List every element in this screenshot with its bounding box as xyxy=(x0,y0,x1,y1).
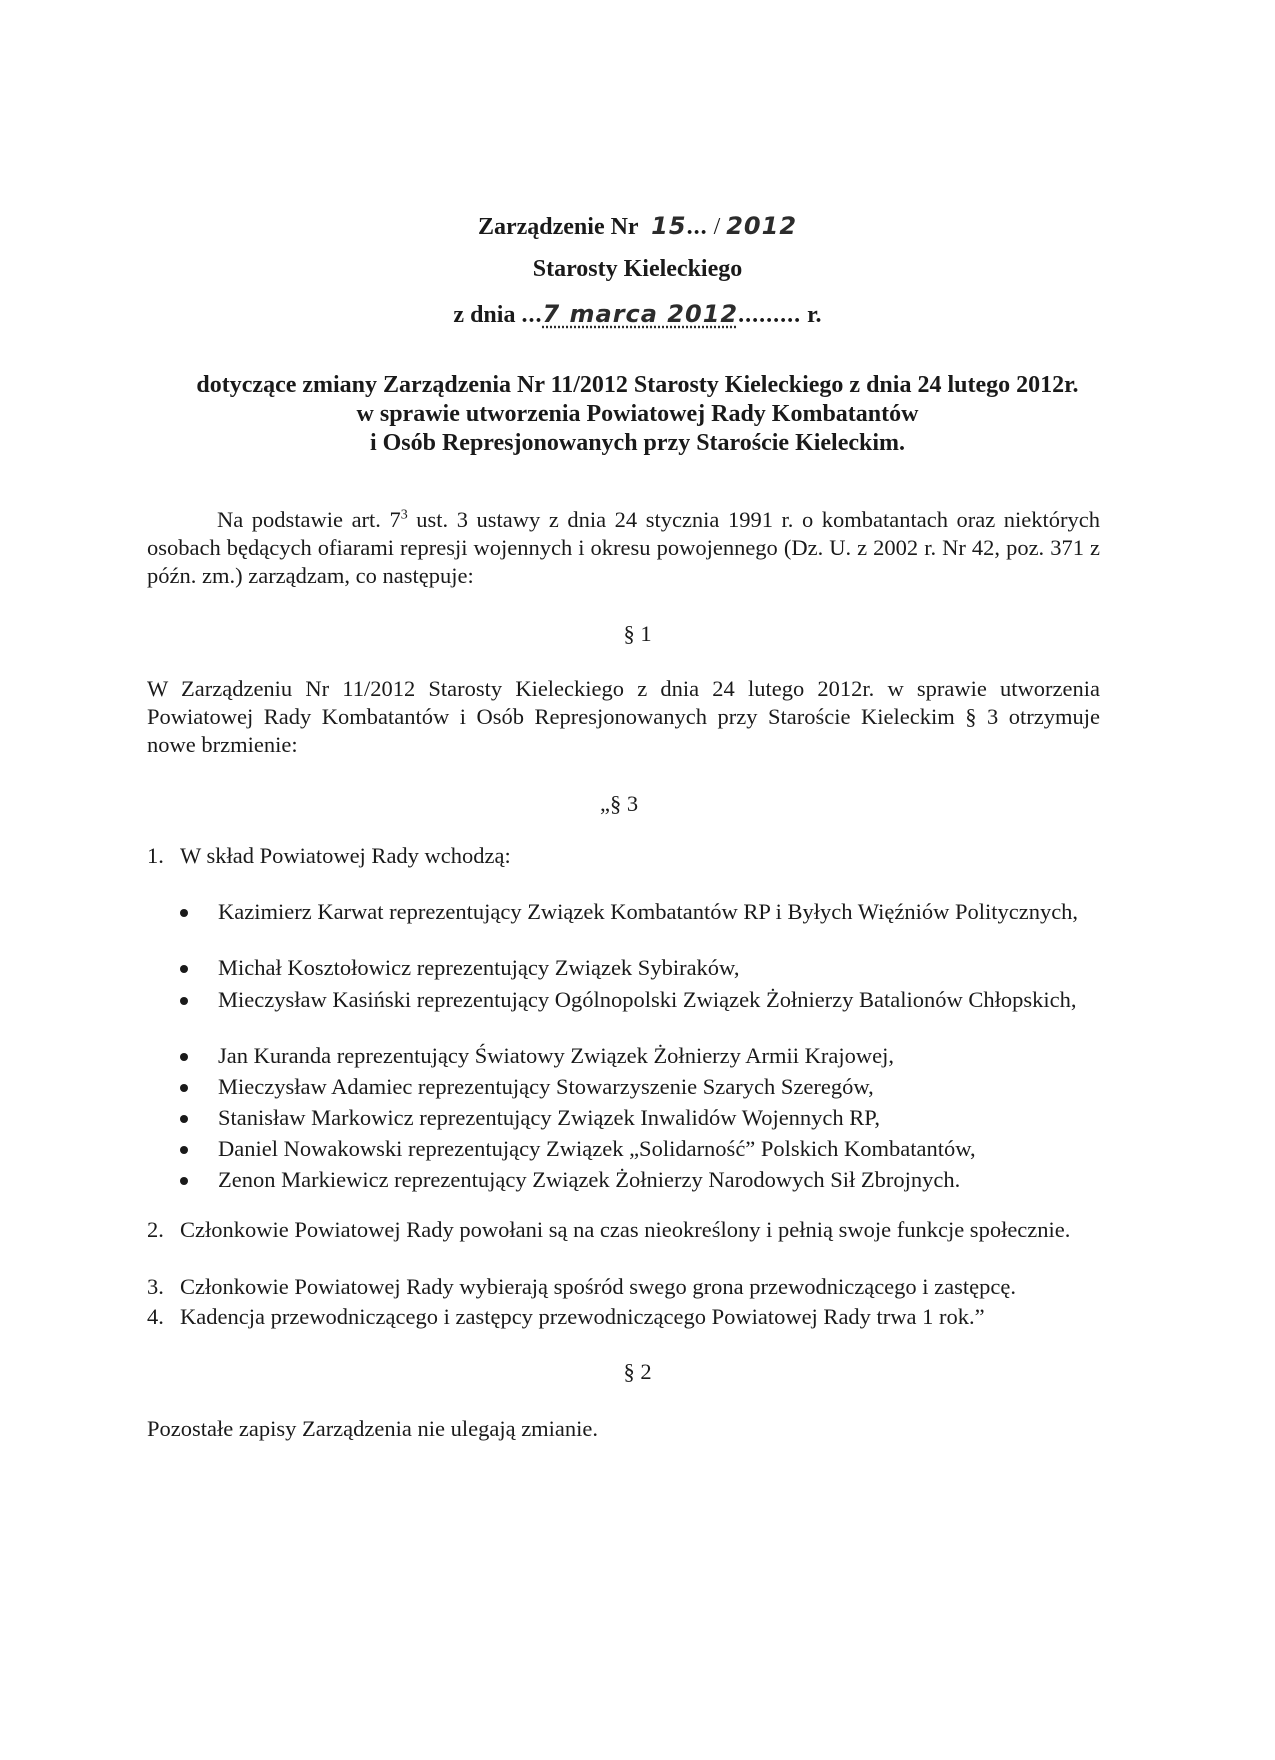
handwritten-year: 2012 xyxy=(726,212,798,240)
section-1-heading: § 1 xyxy=(623,621,652,646)
subject-line-2: w sprawie utworzenia Powiatowej Rady Kombatantów xyxy=(356,401,919,427)
quoted-section-3-heading: „§ 3 xyxy=(600,791,639,816)
point-2-number: 2. xyxy=(147,1217,164,1242)
legal-basis-part1: Na podstawie art. 7 xyxy=(217,507,401,532)
date-suffix: r. xyxy=(807,302,822,328)
point-3-text: Członkowie Powiatowej Rady wybierają spośród swego grona przewodniczącego i zastępcę. xyxy=(180,1274,1016,1299)
bullet-icon xyxy=(180,1146,188,1154)
list-item: Stanisław Markowicz reprezentujący Związek Inwalidów Wojennych RP, xyxy=(180,1104,1100,1132)
date-prefix: z dnia xyxy=(453,302,516,328)
bullet-icon xyxy=(180,1053,188,1061)
point-4-number: 4. xyxy=(147,1304,164,1329)
date-line: z dnia ...7 marca 2012......... r. xyxy=(453,300,822,328)
document-title: Zarządzenie Nr 15... / 2012 xyxy=(477,212,798,240)
bullet-icon xyxy=(180,997,188,1005)
bullet-icon xyxy=(180,1177,188,1185)
handwritten-number: 15 xyxy=(651,212,687,240)
handwritten-date: 7 marca 2012 xyxy=(542,300,739,328)
point-3-number: 3. xyxy=(147,1274,164,1299)
list-item: Kazimierz Karwat reprezentujący Związek Kombatantów RP i Byłych Więźniów Politycznych, xyxy=(180,898,1100,954)
point-1-number: 1. xyxy=(147,843,164,868)
list-item: Michał Kosztołowicz reprezentujący Związek Sybiraków, xyxy=(180,954,1100,982)
section-2-heading: § 2 xyxy=(623,1359,652,1384)
legal-basis-superscript: 3 xyxy=(400,507,408,523)
title-separator: / xyxy=(713,214,721,240)
list-item: Zenon Markiewicz reprezentujący Związek Żołnierzy Narodowych Sił Zbrojnych. xyxy=(180,1166,1100,1194)
subject-line-1: dotyczące zmiany Zarządzenia Nr 11/2012 Starosty Kieleckiego z dnia 24 lutego 2012r. xyxy=(196,372,1079,398)
title-prefix: Zarządzenie Nr xyxy=(477,214,639,240)
list-item: Daniel Nowakowski reprezentujący Związek „Solidarność” Polskich Kombatantów, xyxy=(180,1135,1100,1163)
list-item: Mieczysław Adamiec reprezentujący Stowarzyszenie Szarych Szeregów, xyxy=(180,1073,1100,1101)
bullet-icon xyxy=(180,965,188,973)
section-2-paragraph: Pozostałe zapisy Zarządzenia nie ulegają zmianie. xyxy=(147,1416,599,1441)
bullet-icon xyxy=(180,1084,188,1092)
issuer-line: Starosty Kieleckiego xyxy=(532,256,743,282)
section-1-paragraph: W Zarządzeniu Nr 11/2012 Starosty Kieleckiego z dnia 24 lutego 2012r. w sprawie utworzenia Powiatowej Rady Kombatantów i Osób Represjonowanych przy Staroście Kieleckim § 3 otrzymuje nowe brzmienie: xyxy=(147,676,1100,757)
bullet-icon xyxy=(180,1115,188,1123)
legal-basis-part2: ust. 3 ustawy z dnia 24 stycznia 1991 r. o kombatantach oraz niektórych osobach będących ofiarami represji wojennych i okresu powojennego (Dz. U. z 2002 r. Nr 42, poz. 371 z późn. zm.) zarządzam, co następuje: xyxy=(147,507,1100,588)
point-1-text: W skład Powiatowej Rady wchodzą: xyxy=(180,843,511,868)
list-item: Mieczysław Kasiński reprezentujący Ogólnopolski Związek Żołnierzy Batalionów Chłopskich, xyxy=(180,986,1100,1042)
subject-line-3: i Osób Represjonowanych przy Staroście Kieleckim. xyxy=(369,430,906,456)
bullet-icon xyxy=(180,909,188,917)
point-4-text: Kadencja przewodniczącego i zastępcy przewodniczącego Powiatowej Rady trwa 1 rok.” xyxy=(180,1304,985,1329)
list-item: Jan Kuranda reprezentujący Światowy Związek Żołnierzy Armii Krajowej, xyxy=(180,1042,1100,1070)
point-2-text: Członkowie Powiatowej Rady powołani są na czas nieokreślony i pełnią swoje funkcje społecznie. xyxy=(180,1217,1071,1242)
legal-basis-paragraph xyxy=(147,506,1100,590)
